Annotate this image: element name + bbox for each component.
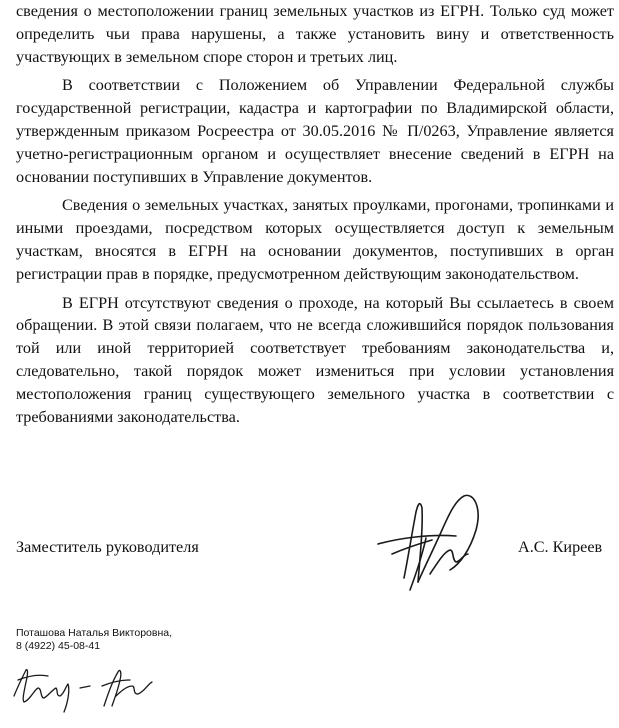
paragraph-line: государственной регистрации, кадастра и картографии по Владимирской	[16, 99, 548, 118]
paragraph-line: Управление является учетно-регистрационным органом и осуществляет	[16, 121, 614, 163]
executor-block	[16, 627, 172, 653]
paragraph-2	[16, 74, 614, 188]
paragraph-3	[16, 194, 614, 285]
paragraph-line: документов.	[287, 167, 373, 186]
paragraph-line: условии установления местоположения границ существующего земельного	[16, 361, 615, 403]
paragraph-line: доступ к земельным участкам, вносятся в ЕГРН на основании документов,	[16, 219, 614, 260]
paragraph-line: Сведения о земельных участках, занятых проулками, прогонами,	[62, 196, 513, 215]
paragraph-line: порядок пользования той или иной территорией соответствует требованиям	[16, 316, 615, 358]
paragraph-line: ответственность участвующих в земельном споре сторон и третьих лиц.	[16, 24, 615, 66]
paragraph-line: В соответствии с Положением об Управлении Федеральной службы	[62, 76, 614, 95]
paragraph-line: внесение сведений в ЕГРН на основании поступивших в Управление	[16, 144, 615, 186]
paragraph-line: своем обращении. В этой связи полагаем, что не всегда сложившийся	[16, 293, 614, 335]
letter-body	[16, 0, 614, 428]
paragraph-line: сведения о местоположении границ земельных участков из ЕГРН. Только суд	[16, 2, 566, 20]
paragraph-line: тропинками и иными проездами, посредством которых осуществляется	[16, 196, 614, 238]
paragraph-1	[16, 0, 614, 68]
paragraph-line: участка в соответствии с требованиями законодательства.	[16, 384, 614, 426]
paragraph-4	[16, 292, 614, 429]
paragraph-line: В ЕГРН отсутствуют сведения о проходе, на который Вы ссылаетесь в	[62, 293, 568, 312]
paragraph-line: законодательства и, следовательно, такой порядок может измениться при	[16, 339, 615, 380]
paragraph-line: области, утвержденным приказом Росреестра от 30.05.2016 № П/0263,	[16, 99, 614, 140]
handwritten-signature	[360, 478, 510, 596]
executor-name: Поташова Наталья Викторовна,	[16, 627, 173, 639]
signatory-name: А.С. Киреев	[518, 538, 603, 556]
handwritten-initials	[8, 656, 158, 718]
executor-phone: 8 (4922) 45-08-41	[16, 640, 101, 652]
signatory-position: Заместитель руководителя	[16, 538, 199, 556]
paragraph-line: может определить чьи права нарушены, а также установить вину и	[16, 2, 614, 43]
paragraph-line: действующим законодательством.	[344, 264, 579, 283]
paragraph-line: поступивших в орган регистрации прав в порядке, предусмотренном	[16, 241, 615, 283]
